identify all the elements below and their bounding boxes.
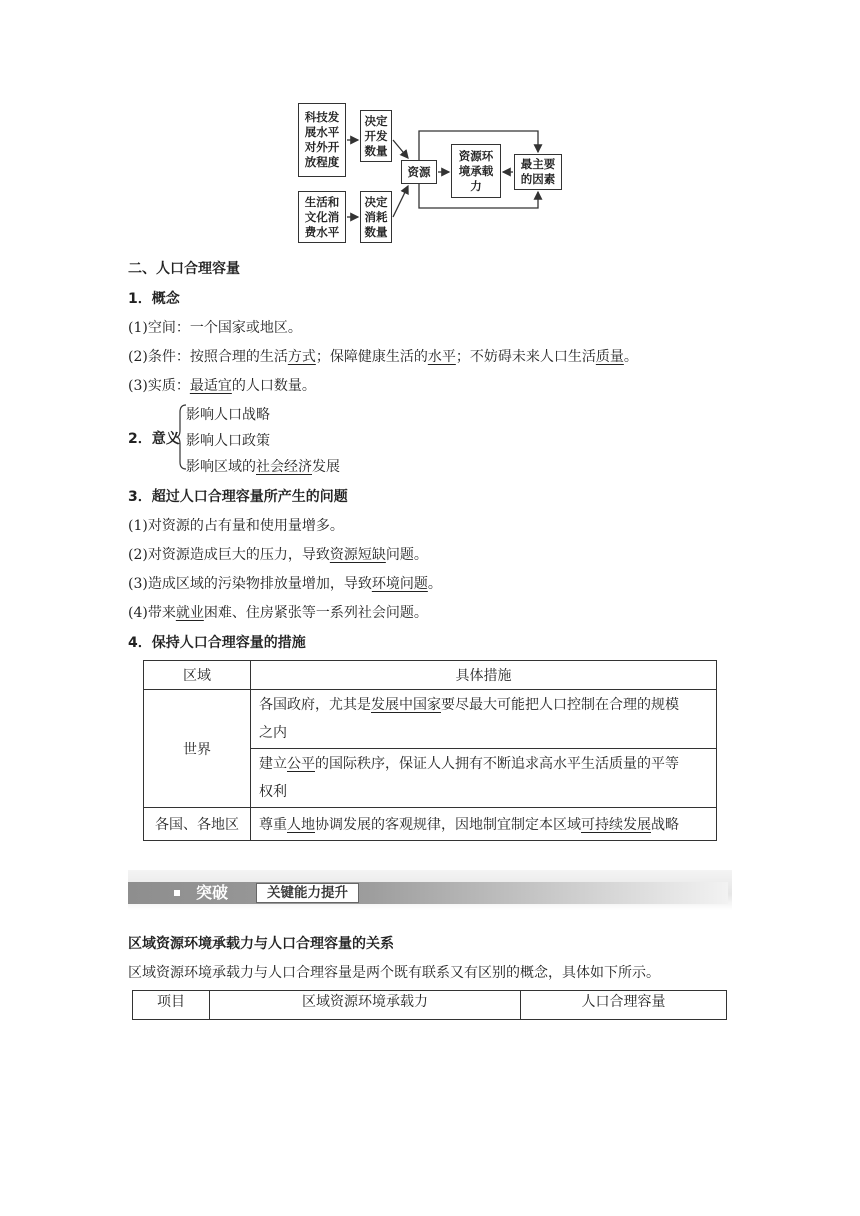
meaning-item-2: 影响人口政策: [186, 433, 270, 449]
banner-tag-ability: 关键能力提升: [256, 883, 359, 903]
meaning-title: 2．意义: [128, 431, 180, 447]
box-duiwai-l1: 对外开: [304, 140, 340, 154]
box-xiaohao-l1: 决定: [364, 194, 388, 209]
p4-text-a: (4)带来: [128, 605, 176, 621]
w2-text-b: 的国际秩序，保证人人拥有不断追求高水平生活质量的平等: [315, 756, 679, 772]
c2-text-d: 。: [623, 349, 638, 365]
concept-title: 1．概念: [128, 291, 180, 307]
relation-title: 区域资源环境承载力与人口合理容量的关系: [128, 936, 394, 952]
banner-tag-breakthrough: 突破: [196, 883, 229, 902]
concept-condition: [128, 346, 638, 366]
diagram-arrows: [0, 0, 860, 260]
box-yinsu-l1: 最主要: [520, 157, 556, 171]
problems-title: 3．超过人口合理容量所产生的问题: [128, 489, 348, 505]
r-text-b: 协调发展的客观规律，因地制宜制定本区域: [315, 817, 581, 833]
cell-countries-regions: 各国、各地区: [144, 808, 251, 841]
box-keji-l1: 科技发: [304, 110, 340, 124]
problem-2: [128, 544, 428, 564]
c2-underline-1: 方式: [287, 349, 316, 365]
w1-underline: 发展中国家: [371, 697, 441, 713]
r-text-a: 尊重: [259, 817, 287, 833]
box-ziyuan-label: 资源: [407, 164, 431, 179]
box-xiaohao-l3: 数量: [364, 224, 388, 239]
w2-text-c: 权利: [259, 784, 287, 800]
box-keji-l2: 展水平: [304, 125, 340, 139]
r-underline-2: 可持续发展: [581, 817, 651, 833]
header-measures: 具体措施: [251, 661, 717, 690]
header-population-capacity: 人口合理容量: [521, 991, 727, 1020]
p2-text-b: 问题。: [385, 547, 428, 563]
concept-essence: [128, 375, 316, 395]
table-row: [144, 690, 717, 749]
box-kaifa-l3: 数量: [364, 143, 388, 158]
meaning-item-1: 影响人口战略: [186, 407, 270, 423]
cell-world-measure-2: [251, 749, 717, 808]
table-header-row: [133, 991, 727, 1020]
cell-world: 世界: [144, 690, 251, 808]
relation-intro: 区域资源环境承载力与人口合理容量是两个既有联系又有区别的概念，具体如下所示。: [128, 965, 660, 981]
measures-title: 4．保持人口合理容量的措施: [128, 635, 306, 651]
box-kaifa-l1: 决定: [364, 113, 388, 128]
problem-1: (1)对资源的占有量和使用量增多。: [128, 518, 344, 534]
c2-text-c: ；不妨碍未来人口生活: [455, 349, 596, 365]
c2-underline-3: 质量: [595, 349, 624, 365]
c3-text-a: (3)实质：: [128, 378, 190, 394]
relation-table: [132, 990, 727, 1020]
cell-region-measure: [251, 808, 717, 841]
problem-3: [128, 573, 442, 593]
c2-text-b: ；保障健康生活的: [315, 349, 428, 365]
meaning-item-3: [186, 456, 340, 476]
cell-world-measure-1: [251, 690, 717, 749]
header-region: 区域: [144, 661, 251, 690]
header-item: 项目: [133, 991, 210, 1020]
measures-table: [143, 660, 717, 841]
section-banner: [128, 870, 732, 910]
table-row: [144, 808, 717, 841]
w1-text-a: 各国政府，尤其是: [259, 697, 371, 713]
p4-text-b: 困难、住房紧张等一系列社会问题。: [203, 605, 428, 621]
p3-text-b: 。: [427, 576, 442, 592]
c2-text-a: (2)条件：按照合理的生活: [128, 349, 288, 365]
section-title-population-capacity: 二、人口合理容量: [128, 261, 240, 277]
r-text-c: 战略: [651, 817, 679, 833]
p3-underline: 环境问题: [371, 576, 428, 592]
box-shenghuo-l1: 生活和: [304, 194, 340, 209]
table-header-row: [144, 661, 717, 690]
box-xiaohao-l2: 消耗: [364, 209, 388, 224]
w2-text-a: 建立: [259, 756, 287, 772]
c3-text-b: 的人口数量。: [231, 378, 316, 394]
m3-text-b: 发展: [312, 459, 340, 475]
box-yinsu-l2: 的因素: [520, 172, 556, 186]
box-chengzai-l3: 力: [470, 178, 482, 193]
r-underline-1: 人地: [287, 817, 315, 833]
c3-underline: 最适宜: [189, 378, 232, 394]
w1-text-b: 要尽最大可能把人口控制在合理的规模: [441, 697, 679, 713]
concept-space: (1)空间：一个国家或地区。: [128, 320, 302, 336]
p4-underline: 就业: [175, 605, 204, 621]
p2-underline: 资源短缺: [329, 547, 386, 563]
p2-text-a: (2)对资源造成巨大的压力，导致: [128, 547, 330, 563]
w1-text-c: 之内: [259, 725, 287, 741]
banner-bar: [128, 882, 728, 904]
header-carrying-capacity: 区域资源环境承载力: [210, 991, 521, 1020]
w2-underline: 公平: [287, 756, 315, 772]
box-duiwai-l2: 放程度: [304, 155, 340, 169]
p3-text-a: (3)造成区域的污染物排放量增加，导致: [128, 576, 372, 592]
c2-underline-2: 水平: [427, 349, 456, 365]
box-chengzai-l2: 境承载: [458, 163, 494, 178]
box-shenghuo-l3: 费水平: [304, 224, 340, 239]
banner-square-icon: [174, 890, 180, 896]
m3-text-a: 影响区域的: [186, 459, 256, 475]
box-chengzai-l1: 资源环: [458, 148, 494, 163]
box-kaifa-l2: 开发: [364, 128, 388, 143]
box-shenghuo-l2: 文化消: [304, 209, 340, 224]
problem-4: [128, 602, 428, 622]
m3-underline: 社会经济: [256, 459, 312, 475]
